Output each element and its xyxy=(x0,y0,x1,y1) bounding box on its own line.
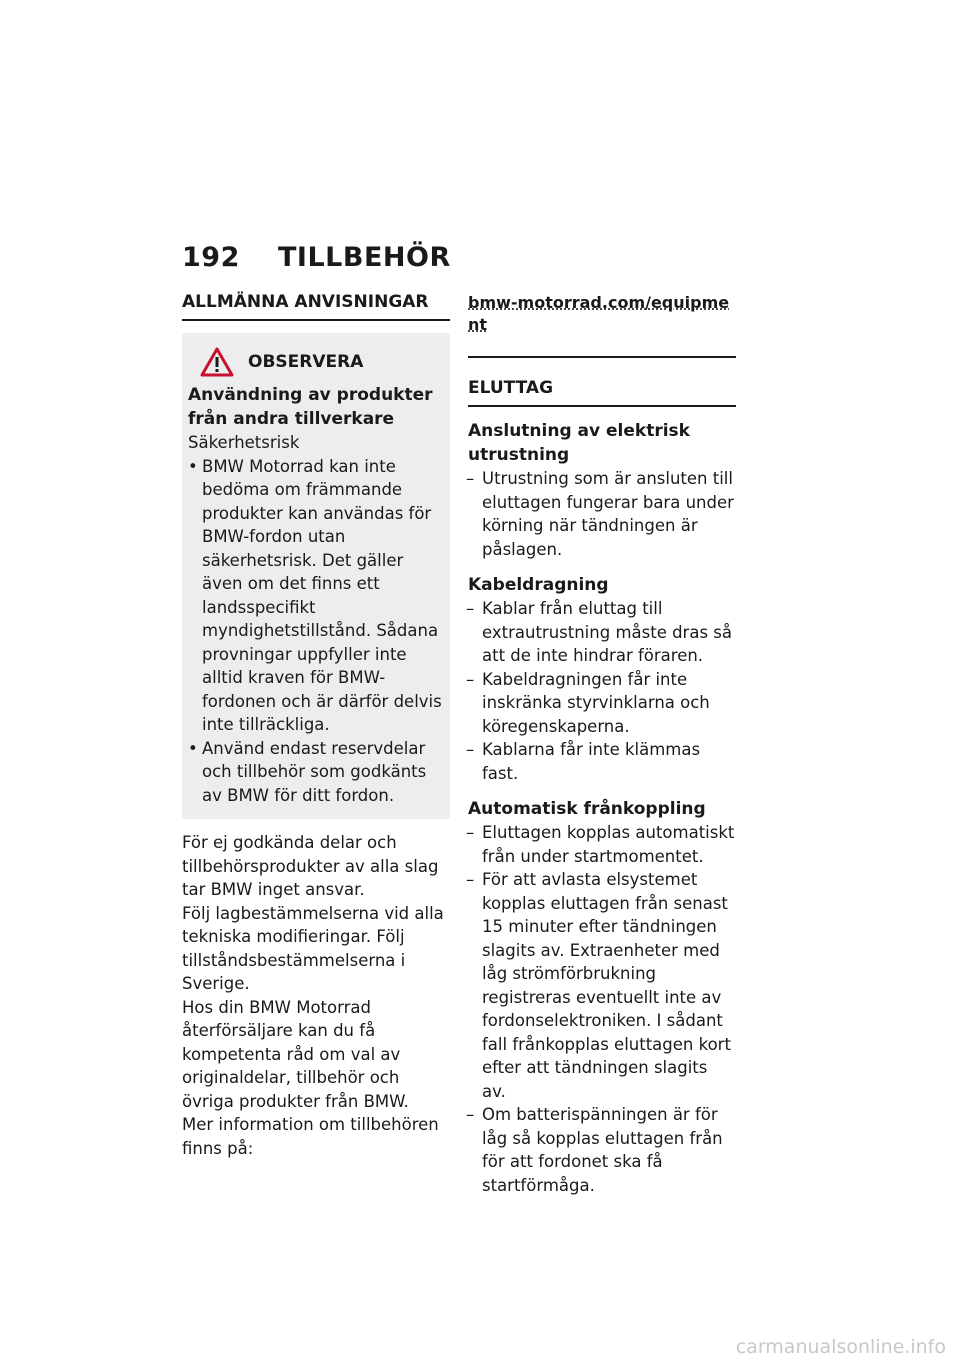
list-item: • BMW Motorrad kan inte bedöma om främmande produkter kan användas för BMW-fordon utan säkerhetsrisk. Det gäller även om det finns ett landsspecifikt myndighetstillstånd. Sådana provningar uppfyller inte alltid kraven för BMW-fordonen och är därför delvis inte tillräckliga. xyxy=(188,455,444,737)
dash-list xyxy=(468,467,736,561)
warning-label: OBSERVERA xyxy=(248,352,364,372)
warning-triangle-icon xyxy=(200,347,234,377)
warning-heading: Användning av produkter från andra tillverkare xyxy=(188,385,433,429)
paragraph: Hos din BMW Motorrad återförsäljare kan du få kompetenta råd om val av originaldelar, tillbehör och övriga produkter från BMW. xyxy=(182,997,409,1111)
paragraph: Följ lagbestämmelserna vid alla tekniska modifieringar. Följ tillståndsbestämmelserna i Sverige. xyxy=(182,903,444,993)
list-item: – Kablar från eluttag till extrautrustning måste dras så att de inte hindrar föraren. xyxy=(468,597,736,668)
list-item: • Använd endast reservdelar och tillbehör som godkänts av BMW för ditt fordon. xyxy=(188,737,444,808)
general-paragraphs xyxy=(182,831,450,1160)
watermark: carmanualsonline.info xyxy=(735,1336,946,1358)
subsection-connection xyxy=(468,419,736,561)
warning-risk: Säkerhetsrisk xyxy=(188,433,300,452)
subsection-heading: Anslutning av elektrisk utrustning xyxy=(468,421,690,465)
dash-list xyxy=(468,597,736,785)
subsection-heading: Kabeldragning xyxy=(468,575,609,595)
right-column xyxy=(468,292,736,1197)
chapter-title: TILLBEHÖR xyxy=(278,242,451,273)
paragraph: Mer information om tillbehören finns på: xyxy=(182,1115,439,1158)
warning-bullets xyxy=(188,455,444,808)
list-item: – Om batterispänningen är för låg så kopplas eluttagen från för att fordonet ska få startförmåga. xyxy=(468,1103,736,1197)
warning-box xyxy=(182,333,450,819)
list-item: – Kablarna får inte klämmas fast. xyxy=(468,738,736,785)
left-column xyxy=(182,292,450,1160)
page-header xyxy=(182,242,451,273)
equipment-link[interactable]: bmw-motorrad.com/equipment xyxy=(468,292,736,358)
list-item: – Kabeldragningen får inte inskränka styrvinklarna och köregenskaperna. xyxy=(468,668,736,739)
list-item: – Eluttagen kopplas automatiskt från under startmomentet. xyxy=(468,821,736,868)
dash-list xyxy=(468,821,736,1197)
subsection-heading: Automatisk frånkoppling xyxy=(468,799,706,819)
list-item: – För att avlasta elsystemet kopplas eluttagen från senast 15 minuter efter tändningen slagits av. Extraenheter med låg strömförbrukning registreras eventuellt inte av fordonselektroniken. I sådant fall frånkopplas eluttagen kort efter att tändningen slagits av. xyxy=(468,868,736,1103)
warning-header xyxy=(188,347,444,377)
subsection-auto-disconnect xyxy=(468,797,736,1197)
list-item: – Utrustning som är ansluten till eluttagen fungerar bara under körning när tändningen är påslagen. xyxy=(468,467,736,561)
section-title-general: ALLMÄNNA ANVISNINGAR xyxy=(182,292,450,321)
paragraph: För ej godkända delar och tillbehörsprodukter av alla slag tar BMW inget ansvar. xyxy=(182,833,439,899)
page-number: 192 xyxy=(182,242,240,273)
section-title-sockets: ELUTTAG xyxy=(468,378,736,407)
subsection-cabling xyxy=(468,573,736,785)
